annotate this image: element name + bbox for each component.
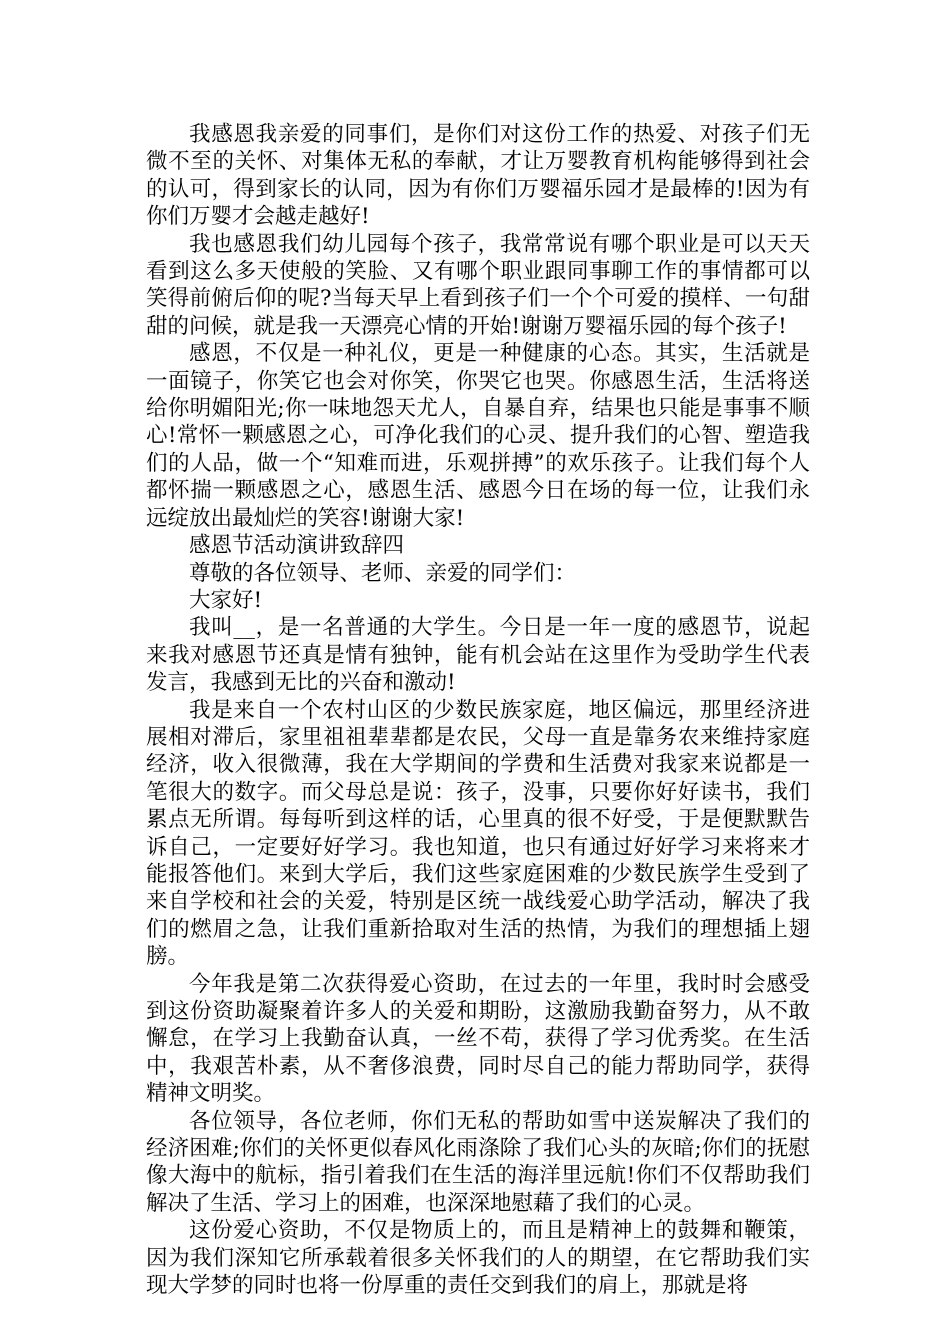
speech-salutation: 尊敬的各位领导、老师、亲爱的同学们： — [189, 560, 577, 586]
paragraph-thank-leaders: 各位领导，各位老师，你们无私的帮助如雪中送炭解决了我们的经济困难;你们的关怀更似春风化雨涤除了我们心头的灰暗;你们的抚慰像大海中的航标，指引着我们在生活的海洋里远航!你们不仅帮助我们解决了生活、学习上的困难，也深深地慰藉了我们的心灵。 — [146, 1108, 810, 1216]
paragraph-thank-children: 我也感恩我们幼儿园每个孩子，我常常说有哪个职业是可以天天看到这么多天使般的笑脸、又有哪个职业跟同事聊工作的事情都可以笑得前俯后仰的呢?当每天早上看到孩子们一个个可爱的摸样、一句甜甜的问候，就是我一天漂亮心情的开始!谢谢万婴福乐园的每个孩子! — [146, 231, 810, 339]
paragraph-gratitude-attitude: 感恩，不仅是一种礼仪，更是一种健康的心态。其实，生活就是一面镜子，你笑它也会对你笑，你哭它也哭。你感恩生活，生活将送给你明媚阳光;你一味地怨天尤人，自暴自弃，结果也只能是事事不顺心!常怀一颗感恩之心，可净化我们的心灵、提升我们的心智、塑造我们的人品，做一个“知难而进，乐观拼搏”的欢乐孩子。让我们每个人都怀揣一颗感恩之心，感恩生活、感恩今日在场的每一位，让我们永远绽放出最灿烂的笑容!谢谢大家! — [146, 341, 810, 531]
speech-greeting: 大家好! — [189, 587, 263, 613]
paragraph-funding-meaning: 这份爱心资助，不仅是物质上的，而且是精神上的鼓舞和鞭策，因为我们深知它所承载着很多关怀我们的人的期望，在它帮助我们实现大学梦的同时也将一份厚重的责任交到我们的肩上，那就是将 — [146, 1218, 810, 1299]
paragraph-thank-colleagues: 我感恩我亲爱的同事们，是你们对这份工作的热爱、对孩子们无微不至的关怀、对集体无私的奉献，才让万婴教育机构能够得到社会的认可，得到家长的认同，因为有你们万婴福乐园才是最棒的!因为有你们万婴才会越走越好! — [146, 122, 810, 230]
paragraph-second-funding: 今年我是第二次获得爱心资助，在过去的一年里，我时时会感受到这份资助凝聚着许多人的关爱和期盼，这激励我勤奋努力，从不敢懈怠，在学习上我勤奋认真，一丝不苟，获得了学习优秀奖。在生活中，我艰苦朴素，从不奢侈浪费，同时尽自己的能力帮助同学，获得精神文明奖。 — [146, 971, 810, 1107]
speech-heading: 感恩节活动演讲致辞四 — [189, 533, 405, 559]
paragraph-self-introduction: 我叫__，是一名普通的大学生。今日是一年一度的感恩节，说起来我对感恩节还真是情有独钟，能有机会站在这里作为受助学生代表发言，我感到无比的兴奋和激动! — [146, 615, 810, 696]
document-body — [146, 121, 810, 1299]
paragraph-family-background: 我是来自一个农村山区的少数民族家庭，地区偏远，那里经济进展相对滞后，家里祖祖辈辈都是农民，父母一直是靠务农来维持家庭经济，收入很微薄，我在大学期间的学费和生活费对我家来说都是一笔很大的数字。而父母总是说：孩子，没事，只要你好好读书，我们累点无所谓。每每听到这样的话，心里真的很不好受，于是便默默告诉自己，一定要好好学习。我也知道，也只有通过好好学习来将来才能报答他们。来到大学后，我们这些家庭困难的少数民族学生受到了来自学校和社会的关爱，特别是区统一战线爱心助学活动，解决了我们的燃眉之急，让我们重新拾取对生活的热情，为我们的理想插上翅膀。 — [146, 697, 810, 970]
